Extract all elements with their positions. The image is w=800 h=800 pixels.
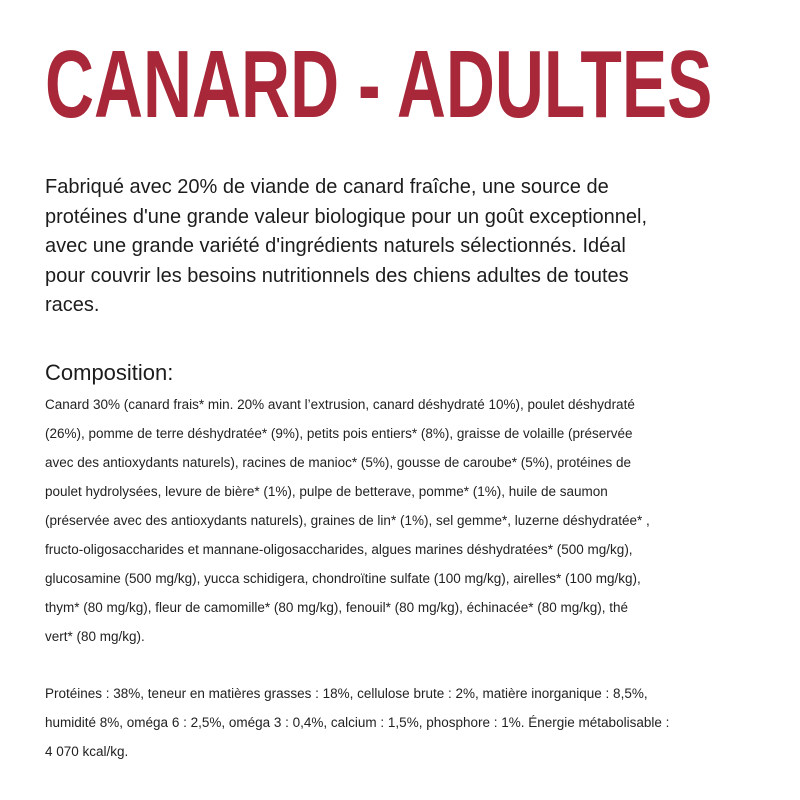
analytical-constituents — [45, 679, 795, 766]
composition-line: vert* (80 mg/kg). — [45, 629, 145, 644]
composition-line: thym* (80 mg/kg), fleur de camomille* (80 mg/kg), fenouil* (80 mg/kg), échinacée* (80 mg/kg), thé — [45, 600, 628, 615]
composition-line: fructo-oligosaccharides et mannane-oligosaccharides, algues marines déshydratées* (500 mg/kg), — [45, 542, 633, 557]
description-line: protéines d'une grande valeur biologique pour un goût exceptionnel, — [45, 205, 648, 228]
description-line: races. — [45, 294, 100, 316]
composition-heading: Composition: — [45, 360, 174, 385]
composition-line: (préservée avec des antioxydants naturels), graines de lin* (1%), sel gemme*, luzerne déshydratée* , — [45, 513, 650, 528]
product-description — [45, 173, 795, 321]
composition-line: avec des antioxydants naturels), racines de manioc* (5%), gousse de caroube* (5%), protéines de — [45, 455, 632, 470]
composition-line: glucosamine (500 mg/kg), yucca schidigera, chondroïtine sulfate (100 mg/kg), airelles* (100 mg/kg), — [45, 571, 641, 586]
analysis-line: humidité 8%, oméga 6 : 2,5%, oméga 3 : 0,4%, calcium : 1,5%, phosphore : 1%. Énergie métabolisable : — [45, 715, 670, 730]
composition-text — [45, 390, 795, 651]
analysis-line: Protéines : 38%, teneur en matières grasses : 18%, cellulose brute : 2%, matière inorganique : 8,5%, — [45, 686, 648, 701]
title-container — [45, 37, 785, 137]
analysis-line: 4 070 kcal/kg. — [45, 744, 129, 759]
composition-line: Canard 30% (canard frais* min. 20% avant l’extrusion, canard déshydraté 10%), poulet déshydraté — [45, 397, 635, 412]
composition-line: poulet hydrolysées, levure de bière* (1%), pulpe de betterave, pomme* (1%), huile de saumon — [45, 484, 608, 499]
product-title: CANARD - ADULTES — [45, 37, 713, 137]
description-line: pour couvrir les besoins nutritionnels des chiens adultes de toutes — [45, 264, 629, 287]
composition-line: (26%), pomme de terre déshydratée* (9%), petits pois entiers* (8%), graisse de volaille (préservée — [45, 426, 633, 441]
description-line: Fabriqué avec 20% de viande de canard fraîche, une source de — [45, 176, 609, 198]
description-line: avec une grande variété d'ingrédients naturels sélectionnés. Idéal — [45, 235, 626, 257]
